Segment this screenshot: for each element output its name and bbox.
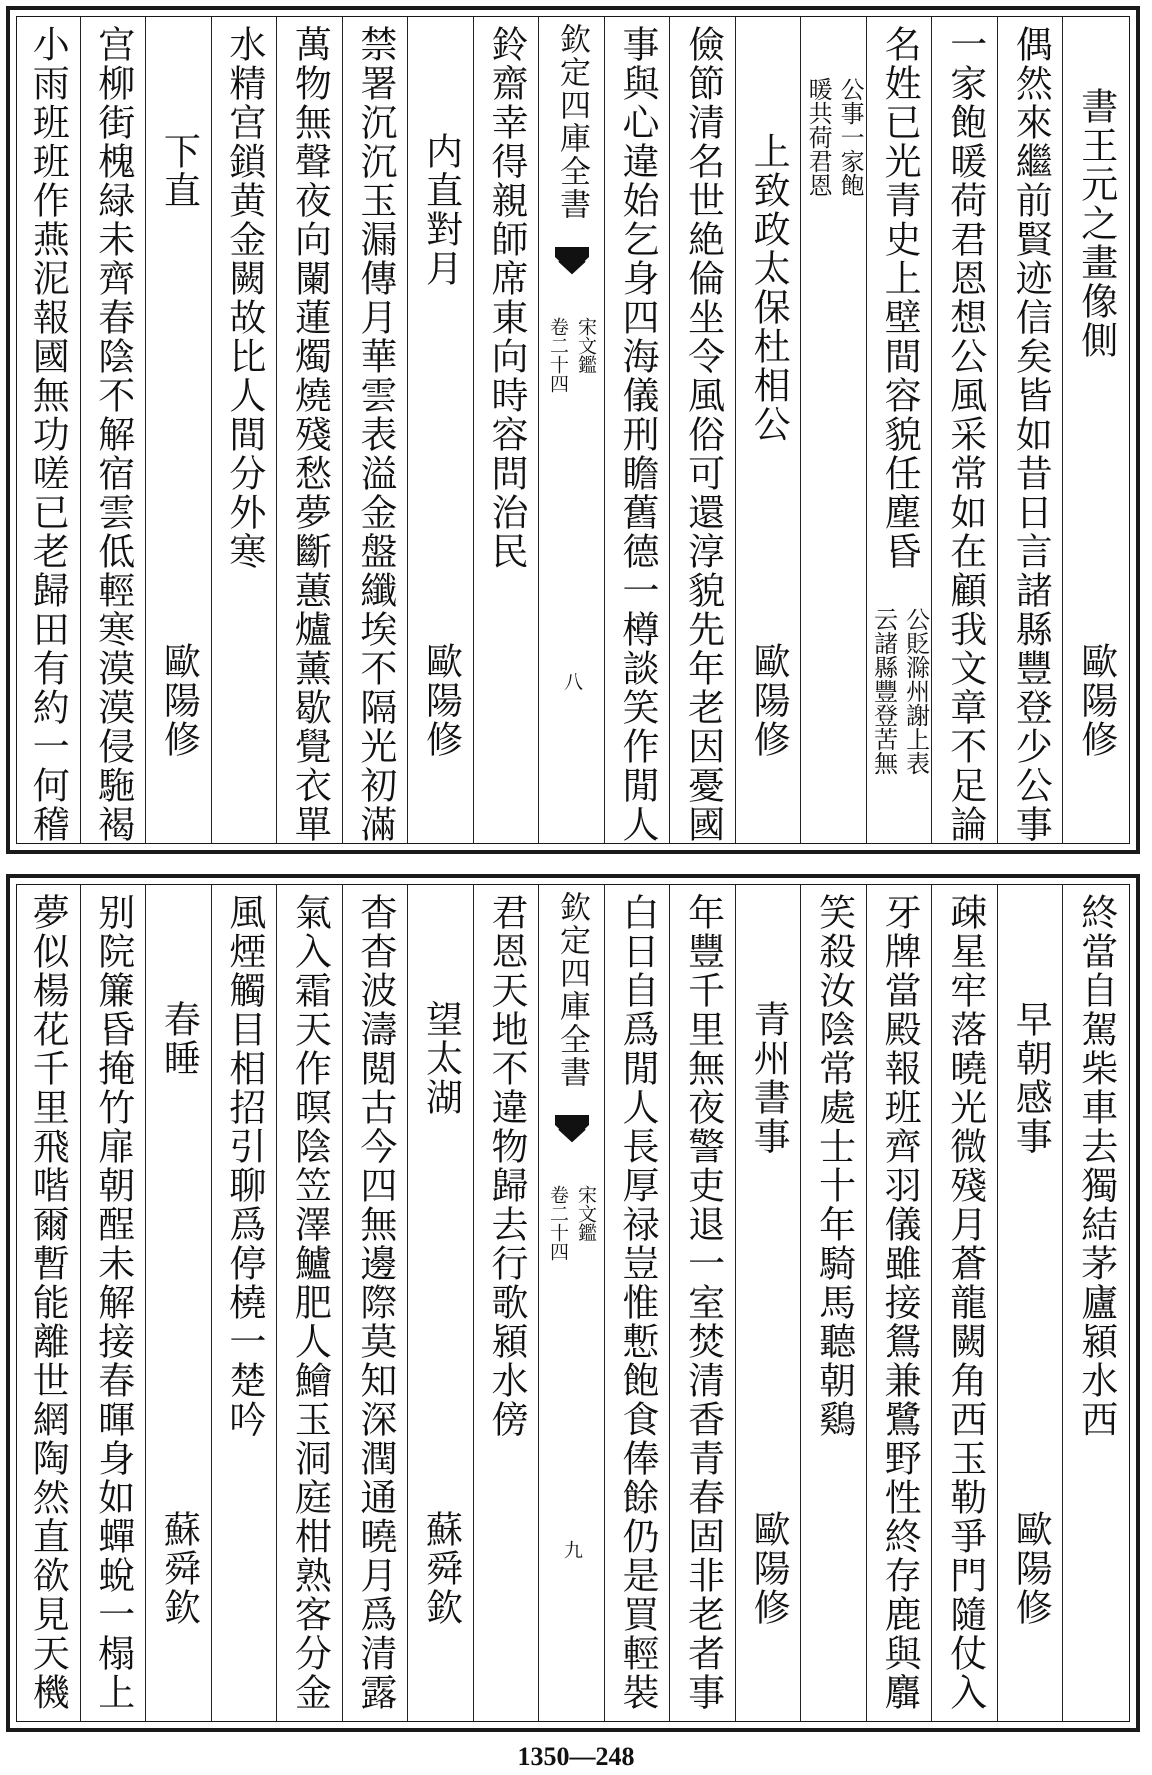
column-rule	[407, 17, 408, 843]
text-column	[932, 885, 998, 1721]
poem-title: 望太湖	[419, 1000, 463, 1117]
column-rule	[276, 17, 277, 843]
volume-number: 卷二十四	[547, 317, 569, 393]
text-column	[81, 17, 147, 843]
column-rule	[1062, 17, 1063, 843]
text-column	[343, 885, 409, 1721]
author-name: 歐陽修	[747, 642, 791, 759]
text-column	[81, 885, 147, 1721]
bottom-page-inner-frame	[16, 884, 1130, 1722]
center-strip	[539, 17, 605, 843]
column-rule	[342, 17, 343, 843]
poem-line: 君恩天地不違物歸去行歌潁水傍	[484, 893, 528, 1439]
poem-line: 一家飽暖荷君恩想公風采常如在顧我文章不足論	[943, 25, 987, 844]
column-rule	[538, 17, 539, 843]
column-rule	[80, 885, 81, 1721]
poem-line: 牙牌當殿報班齊羽儀雖接鴛兼鷺野性終存鹿與麛	[878, 893, 922, 1712]
column-rule	[473, 17, 474, 843]
poem-line: 小雨班班作燕泥報國無功嗟已老歸田有約一何稽	[26, 25, 70, 844]
text-column	[605, 885, 671, 1721]
text-column	[277, 885, 343, 1721]
text-column	[998, 885, 1064, 1721]
column-rule	[669, 885, 670, 1721]
volume-label	[547, 1185, 597, 1261]
book-title-heading: 欽定四庫全書	[554, 891, 590, 1089]
poem-line: 偶然來繼前賢迹信矣皆如昔日言諸縣豐登少公事	[1009, 25, 1053, 844]
column-rule	[800, 17, 801, 843]
text-column	[408, 17, 474, 843]
column-rule	[931, 17, 932, 843]
column-rule	[342, 885, 343, 1721]
poem-title: 下直	[157, 132, 201, 210]
poem-line: 氣入霜天作暝陰笠澤鱸肥人鱠玉洞庭柑熟客分金	[288, 893, 332, 1712]
column-rule	[211, 885, 212, 1721]
text-column	[474, 885, 540, 1721]
folio-number: 八	[561, 672, 583, 691]
column-rule	[145, 885, 146, 1721]
author-name: 蘇舜欽	[419, 1510, 463, 1627]
poem-line: 笑殺汝陰常處士十年騎馬聽朝鷄	[812, 893, 856, 1439]
poem-line: 杳杳波濤閲古今四無邊際莫知深潤通曉月爲清露	[353, 893, 397, 1712]
center-strip	[539, 885, 605, 1721]
column-rule	[145, 17, 146, 843]
text-column	[670, 885, 736, 1721]
annotation-line: 公事一家飽	[836, 77, 865, 197]
collection-name: 宋文鑑	[575, 317, 597, 374]
text-column	[146, 885, 212, 1721]
annotation-note	[871, 607, 929, 775]
text-column	[736, 17, 802, 843]
poem-line: 萬物無聲夜向闌蓮燭燒殘愁夢斷蕙爐薰歇覺衣單	[288, 25, 332, 844]
poem-line: 事與心違始乞身四海儀刑瞻舊德一樽談笑作閒人	[616, 25, 660, 844]
poem-line: 疎星牢落曉光微殘月蒼龍闕角西玉勒爭門隨仗入	[943, 893, 987, 1712]
annotation-line: 云諸縣豐登苦無	[869, 607, 898, 775]
poem-line: 白日自爲閒人長厚禄豈惟慙飽食俸餘仍是買輕裝	[616, 893, 660, 1712]
column-rule	[735, 17, 736, 843]
text-column	[343, 17, 409, 843]
poem-line: 鈴齋幸得親師席東向時容問治民	[484, 25, 528, 571]
text-column	[277, 17, 343, 843]
poem-line: 夢似楊花千里飛喈爾暫能離世網陶然直欲見天機	[26, 893, 70, 1712]
author-name: 歐陽修	[157, 642, 201, 759]
author-name: 歐陽修	[747, 1510, 791, 1627]
poem-line: 年豐千里無夜警吏退一室焚清香青春固非老者事	[681, 893, 725, 1712]
text-column	[1063, 885, 1129, 1721]
bottom-page-panel	[6, 874, 1140, 1732]
column-rule	[604, 885, 605, 1721]
annotation-line: 公貶滁州謝上表	[901, 607, 930, 775]
poem-line: 終當自駕柴車去獨結茅廬潁水西	[1074, 893, 1118, 1439]
volume-number: 卷二十四	[547, 1185, 569, 1261]
poem-line: 禁署沉沉玉漏傳月華雲表溢金盤纖埃不隔光初滿	[353, 25, 397, 844]
poem-line: 别院簾昏掩竹扉朝酲未解接春暉身如蟬蛻一榻上	[91, 893, 135, 1712]
author-name: 歐陽修	[1074, 642, 1118, 759]
text-column	[408, 885, 474, 1721]
text-column	[212, 885, 278, 1721]
column-rule	[997, 17, 998, 843]
column-rule	[80, 17, 81, 843]
annotation-line: 暖共荷君恩	[804, 77, 833, 197]
column-rule	[800, 885, 801, 1721]
column-rule	[997, 885, 998, 1721]
column-rule	[1062, 885, 1063, 1721]
fishtail-mark-icon	[555, 247, 589, 275]
column-rule	[407, 885, 408, 1721]
poem-title: 青州書事	[747, 1000, 791, 1156]
fishtail-mark-icon	[555, 1115, 589, 1143]
poem-line: 宫柳街槐緑未齊春陰不解宿雲低輕寒漠漠侵駞褐	[91, 25, 135, 844]
text-column	[801, 885, 867, 1721]
top-page-inner-frame	[16, 16, 1130, 844]
text-column	[15, 17, 81, 843]
column-rule	[538, 885, 539, 1721]
poem-line: 水精宫鎖黄金闕故比人間分外寒	[222, 25, 266, 571]
text-column	[1063, 17, 1129, 843]
text-column	[867, 17, 933, 843]
column-rule	[931, 885, 932, 1721]
poem-line: 風煙觸目相招引聊爲停橈一楚吟	[222, 893, 266, 1439]
author-name: 歐陽修	[419, 642, 463, 759]
column-rule	[473, 885, 474, 1721]
column-rule	[866, 885, 867, 1721]
author-name: 蘇舜欽	[157, 1510, 201, 1627]
text-column	[670, 17, 736, 843]
text-column	[736, 885, 802, 1721]
poem-title: 早朝感事	[1009, 1000, 1053, 1156]
column-rule	[735, 885, 736, 1721]
poem-title: 春睡	[157, 1000, 201, 1078]
folio-number: 九	[561, 1540, 583, 1559]
text-column	[146, 17, 212, 843]
column-rule	[866, 17, 867, 843]
text-column	[605, 17, 671, 843]
poem-title: 書王元之畫像側	[1074, 87, 1118, 360]
poem-title: 内直對月	[419, 132, 463, 288]
text-column	[998, 17, 1064, 843]
volume-label	[547, 317, 597, 393]
column-rule	[211, 17, 212, 843]
column-rule	[276, 885, 277, 1721]
poem-title: 上致政太保杜相公	[747, 132, 791, 444]
top-page-panel	[6, 6, 1140, 854]
text-column	[15, 885, 81, 1721]
text-column	[801, 17, 867, 843]
annotation-note	[805, 77, 863, 197]
book-title-heading: 欽定四庫全書	[554, 23, 590, 221]
poem-line: 儉節清名世絶倫坐令風俗可還淳貌先年老因憂國	[681, 25, 725, 844]
column-rule	[669, 17, 670, 843]
column-rule	[604, 17, 605, 843]
author-name: 歐陽修	[1009, 1510, 1053, 1627]
text-column	[212, 17, 278, 843]
collection-name: 宋文鑑	[575, 1185, 597, 1242]
poem-line: 名姓已光青史上壁間容貌任塵昏	[878, 25, 922, 571]
text-column	[474, 17, 540, 843]
text-column	[867, 885, 933, 1721]
page-number: 1350—248	[517, 1742, 635, 1771]
text-column	[932, 17, 998, 843]
